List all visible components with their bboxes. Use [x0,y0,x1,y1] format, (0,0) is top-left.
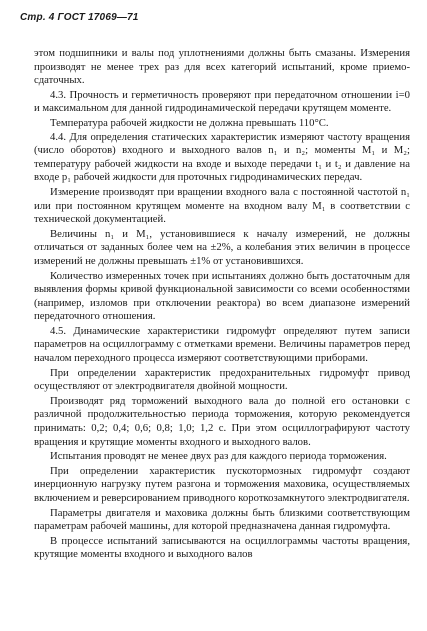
paragraph-continuation: этом подшипники и валы под уплотнениями должны быть смазаны. Измерения производят не менее трех раз для всех категорий испытаний, кроме приемо-сдаточных. [34,47,410,87]
document-body [34,47,410,562]
paragraph-safety-couplings: При определении характеристик предохранительных гидромуфт привод осуществляют от электродвигателя двойной мощности. [34,366,410,393]
paragraph-4-3: 4.3. Прочность и герметичность проверяют при передаточном отношении i=0 и максимальном для данной гидродинамической передачи крутящем моменте. [34,88,410,115]
paragraph-temperature: Температура рабочей жидкости не должна превышать 110°С. [50,116,329,129]
paragraph-oscillograms: В процессе испытаний записываются на осциллограммы частоты вращения, крутящие моменты входного и выходного валов [34,534,410,561]
page-header: Стр. 4 ГОСТ 17069—71 [20,12,139,23]
paragraph-motor-flywheel: Параметры двигателя и маховика должны быть близкими соответствующим параметрам рабочей машины, для которой предназначена данная гидромуфта. [34,506,410,533]
paragraph-tolerances: Величины n₁ и M₁, установившиеся к началу измерений, не должны отличаться от заданных более чем на ±2%, а колебания этих величин в процессе измерений не должны превышать ±1% от установившихся. [34,227,410,267]
paragraph-point-count: Количество измеренных точек при испытаниях должно быть достаточным для выявления формы кривой функциональной зависимости со всеми особенностями (например, изломов при отключении реактора) во всем диапазоне измерений передаточного отношения. [34,269,410,323]
paragraph-repetitions: Испытания проводят не менее двух раз для каждого периода торможения. [50,450,387,463]
paragraph-braking-series: Производят ряд торможений выходного вала до полной его остановки с различной продолжительностью периода торможения, которую рекомендуется принимать: 0,2; 0,4; 0,6; 0,8; 1,0; 1,2 с. При этом осциллографируют частоту вращения и крутящие моменты входного и выходного валов. [34,394,410,448]
paragraph-measurement: Измерение производят при вращении входного вала с постоянной частотой n₁ или при постоянном крутящем моменте на входном валу M₁ в соответствии с технической документацией. [34,185,410,226]
paragraph-start-brake-couplings: При определении характеристик пускотормозных гидромуфт создают инерционную нагрузку путем разгона и торможения маховика, осуществляемых включением и реверсированием приводного короткозамкнутого электродвигателя. [34,464,410,504]
paragraph-4-5: 4.5. Динамические характеристики гидромуфт определяют путем записи параметров на осциллограмму с отметками времени. Величины параметров перед началом переходного процесса измеряют соответствующими приборами. [34,324,410,365]
paragraph-4-4: 4.4. Для определения статических характеристик измеряют частоту вращения (число оборотов) входного и выходного валов n₁ и n₂; моменты M₁ и M₂; температуру рабочей жидкости на входе и выходе передачи t₁ и t₂ и давление на входе p₁ рабочей жидкости для проточных гидродинамических передач. [34,130,410,184]
